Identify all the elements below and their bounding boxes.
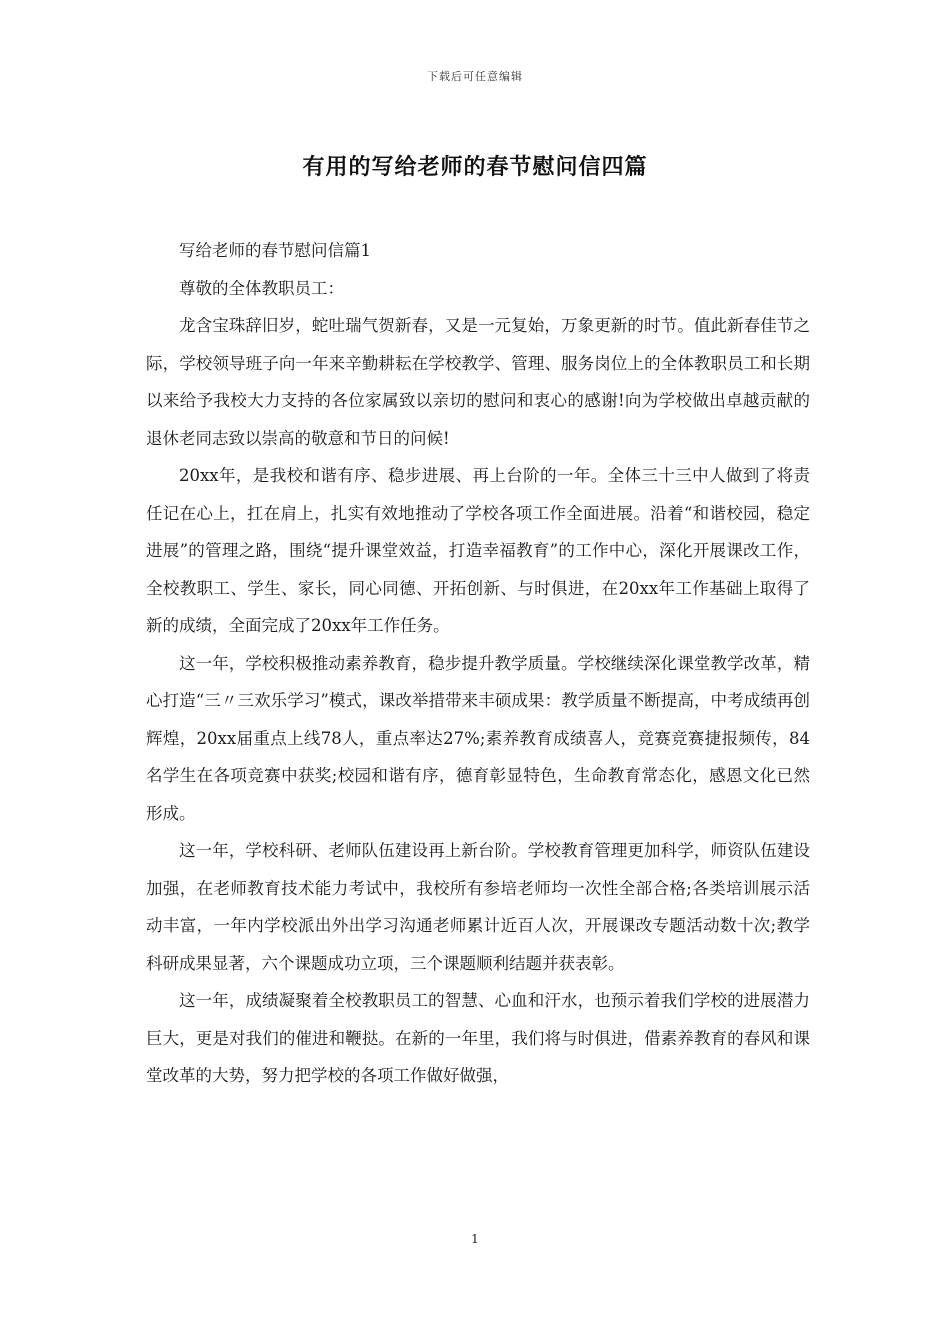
body-paragraph: 龙含宝珠辞旧岁，蛇吐瑞气贺新春，又是一元复始，万象更新的时节。值此新春佳节之际，学校领导班子向一年来辛勤耕耘在学校教学、管理、服务岗位上的全体教职员工和长期以来给予我校大力支持的各位家属致以亲切的慰问和衷心的感谢!向为学校做出卓越贡献的退休老同志致以崇高的敬意和节日的问候! [146,316,810,448]
body-paragraph: 20xx年，是我校和谐有序、稳步进展、再上台阶的一年。全体三十三中人做到了将责任记在心上，扛在肩上，扎实有效地推动了学校各项工作全面进展。沿着“和谐校园，稳定进展”的管理之路，围绕“提升课堂效益，打造幸福教育”的工作中心，深化开展课改工作，全校教职工、学生、家长，同心同德、开拓创新、与时俱进，在20xx年工作基础上取得了新的成绩，全面完成了20xx年工作任务。 [146,466,810,635]
header-note: 下载后可任意编辑 [427,70,523,83]
body-paragraph: 这一年，成绩凝聚着全校教职员工的智慧、心血和汗水，也预示着我们学校的进展潜力巨大，更是对我们的催进和鞭挞。在新的一年里，我们将与时俱进，借素养教育的春风和课堂改革的大势，努力把学校的各项工作做好做强， [146,991,810,1085]
section-heading: 写给老师的春节慰问信篇1 [179,241,371,260]
salutation: 尊敬的全体教职员工： [179,278,344,298]
body-paragraph: 这一年，学校积极推动素养教育，稳步提升教学质量。学校继续深化课堂教学改革，精心打造“三〃三欢乐学习”模式，课改举措带来丰硕成果：教学质量不断提高，中考成绩再创辉煌，20xx届重点上线78人，重点率达27%;素养教育成绩喜人，竞赛竞赛捷报频传，84名学生在各项竞赛中获奖;校园和谐有序，德育彰显特色，生命教育常态化，感恩文化已然形成。 [146,653,810,823]
document-title: 有用的写给老师的春节慰问信四篇 [302,155,648,180]
page-number: 1 [471,1232,479,1246]
document-body [146,232,810,1095]
body-paragraph: 这一年，学校科研、老师队伍建设再上新台阶。学校教育管理更加科学，师资队伍建设加强，在老师教育技术能力考试中，我校所有参培老师均一次性全部合格;各类培训展示活动丰富，一年内学校派出外出学习沟通老师累计近百人次，开展课改专题活动数十次;教学科研成果显著，六个课题成功立项，三个课题顺利结题并获表彰。 [146,841,810,973]
